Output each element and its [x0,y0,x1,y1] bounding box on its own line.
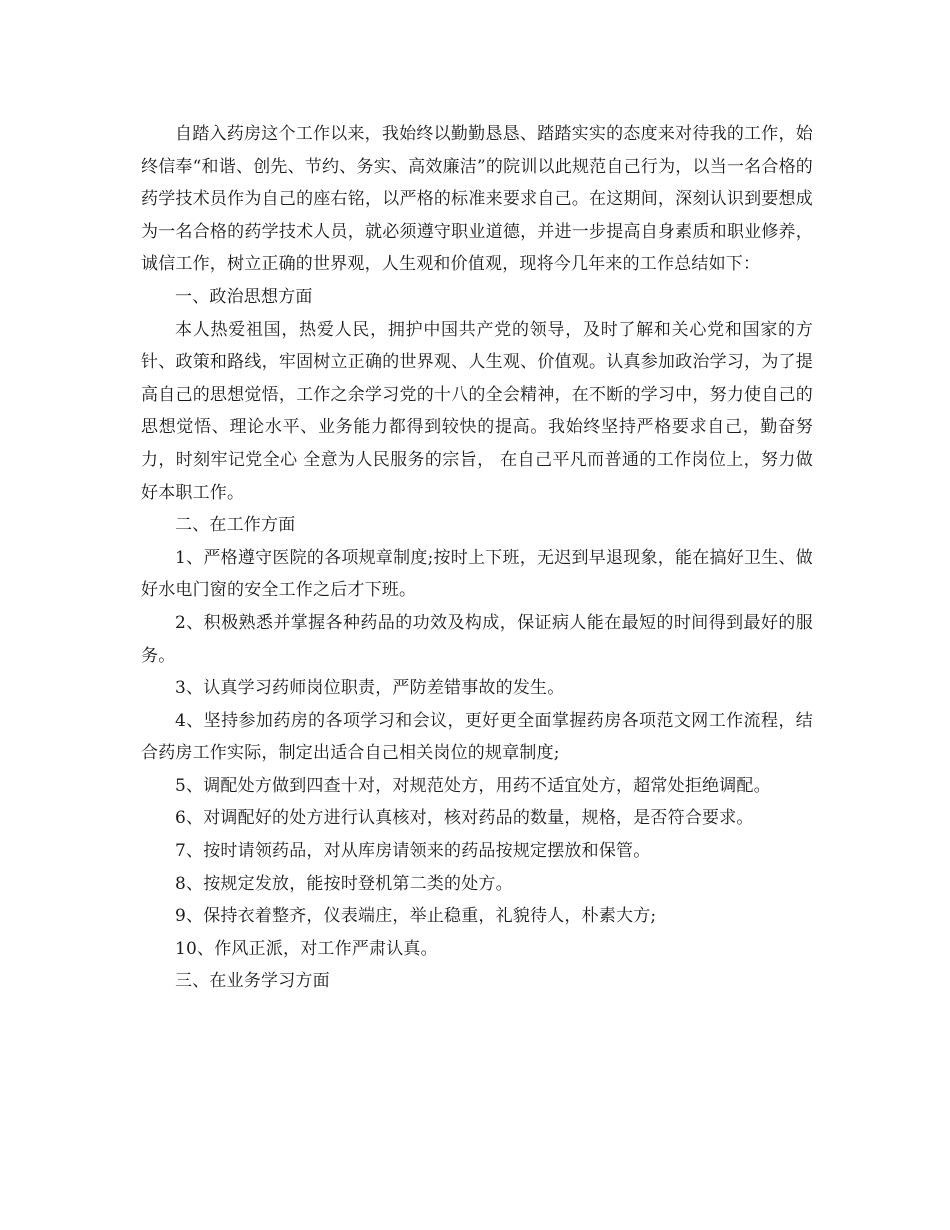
intro-paragraph: 自踏入药房这个工作以来，我始终以勤勤恳恳、踏踏实实的态度来对待我的工作，始终信奉“和谐、创先、节约、务实、高效廉洁”的院训以此规范自己行为，以当一名合格的药学技术员作为自己的座右铭，以严格的标准来要求自己。在这期间，深刻认识到要想成为一名合格的药学技术人员，就必须遵守职业道德，并进一步提高自身素质和职业修养，诚信工作，树立正确的世界观，人生观和价值观，现将今几年来的工作总结如下： [141,124,813,275]
work-item: 10、作风正派，对工作严肃认真。 [175,938,438,959]
work-item: 7、按时请领药品，对从库房请领来的药品按规定摆放和保管。 [175,841,651,862]
work-item: 9、保持衣着整齐，仪表端庄，举止稳重，礼貌待人，朴素大方; [175,906,657,927]
section-heading-politics: 一、政治思想方面 [175,286,313,307]
work-item: 8、按规定发放，能按时登机第二类的处方。 [175,873,513,894]
section-heading-work: 二、在工作方面 [175,515,296,536]
work-item: 1、严格遵守医院的各项规章制度;按时上下班，无迟到早退现象，能在搞好卫生、做好水电门窗的安全工作之后才下班。 [141,547,813,601]
work-item: 4、坚持参加药房的各项学习和会议，更好更全面掌握药房各项范文网工作流程，结合药房工作实际，制定出适合自己相关岗位的规章制度; [141,710,813,764]
work-item: 2、积极熟悉并掌握各种药品的功效及构成，保证病人能在最短的时间得到最好的服务。 [141,612,813,666]
work-item: 5、调配处方做到四查十对，对规范处方，用药不适宜处方，超常处拒绝调配。 [175,775,771,796]
document-page [141,118,813,998]
politics-paragraph: 本人热爱祖国，热爱人民，拥护中国共产党的领导，及时了解和关心党和国家的方针、政策和路线，牢固树立正确的世界观、人生观、价值观。认真参加政治学习，为了提高自己的思想觉悟，工作之余学习党的十八的全会精神，在不断的学习中，努力使自己的思想觉悟、理论水平、业务能力都得到较快的提高。我始终坚持严格要求自己，勤奋努力，时刻牢记党全心 全意为人民服务的宗旨， 在自己平凡而普通的工作岗位上，努力做好本职工作。 [141,319,813,503]
work-item: 3、认真学习药师岗位职责，严防差错事故的发生。 [175,678,565,699]
work-item: 6、对调配好的处方进行认真核对，核对药品的数量，规格，是否符合要求。 [175,808,754,829]
section-heading-study: 三、在业务学习方面 [175,971,330,992]
